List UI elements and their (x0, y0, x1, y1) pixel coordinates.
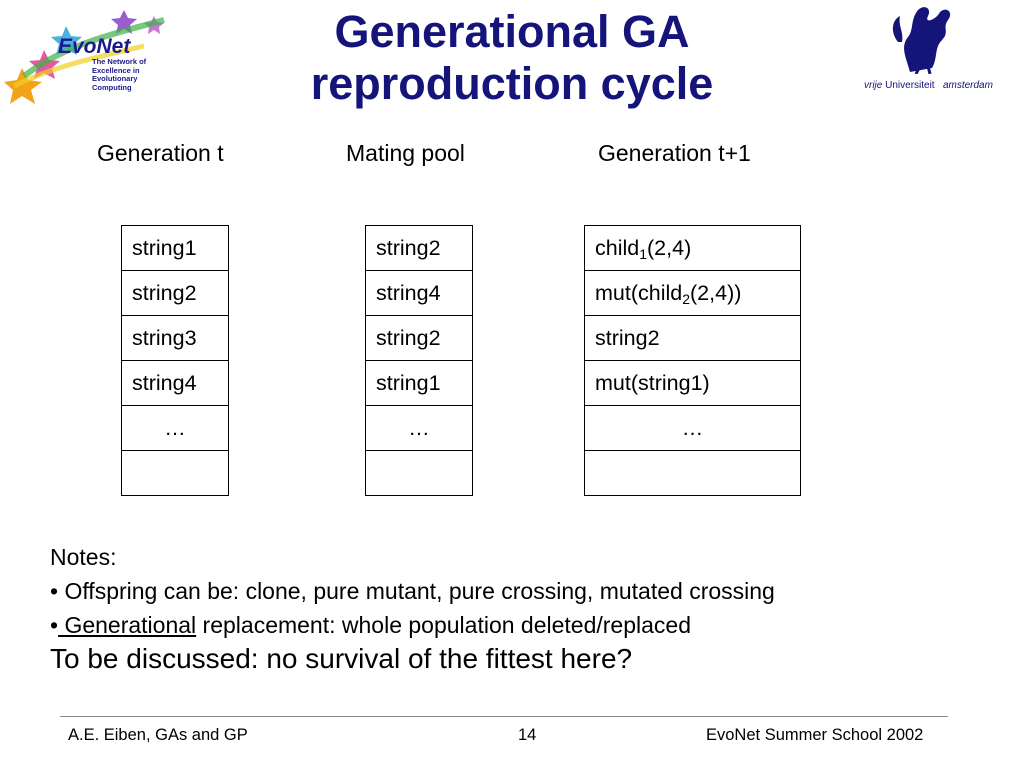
header-generation-t1: Generation t+1 (598, 140, 751, 166)
discussion-question: To be discussed: no survival of the fittest here? (50, 643, 633, 674)
table-cell: string2 (366, 316, 473, 361)
table-cell: child$_1$(2,4) (585, 226, 801, 271)
table-cell: … (122, 406, 229, 451)
header-generation-t: Generation t (97, 140, 224, 166)
table-cell-empty (585, 451, 801, 496)
table-cell: … (585, 406, 801, 451)
table-cell-empty (366, 451, 473, 496)
table-cell: string4 (366, 271, 473, 316)
table-cell: string3 (122, 316, 229, 361)
evonet-logo-tagline: The Network of Excellence in Evolutionary Computing (92, 57, 147, 92)
title-line-2: reproduction cycle (310, 58, 714, 109)
footer-page-number: 14 (518, 726, 537, 744)
vu-logo-text: vrije Universiteit amsterdam (864, 80, 993, 91)
title-line-1: Generational GA (334, 6, 690, 57)
table-cell: mut(child$_2$(2,4)) (585, 271, 801, 316)
generation-t-table (121, 225, 229, 496)
table-cell: string1 (366, 361, 473, 406)
notes-bullet-1: • Offspring can be: clone, pure mutant, pure crossing, mutated crossing (50, 578, 775, 604)
table-cell: mut(string1) (585, 361, 801, 406)
footer-author: A.E. Eiben, GAs and GP (68, 726, 248, 744)
header-mating-pool: Mating pool (346, 140, 465, 166)
table-cell: string2 (122, 271, 229, 316)
footer-event: EvoNet Summer School 2002 (706, 726, 924, 744)
evonet-logo-name: EvoNet (58, 35, 131, 58)
table-cell: string2 (585, 316, 801, 361)
table-cell: string4 (122, 361, 229, 406)
table-cell: … (366, 406, 473, 451)
vu-griffin-logo (880, 2, 960, 74)
generation-t1-table (584, 225, 801, 496)
mating-pool-table (365, 225, 473, 496)
table-cell-empty (122, 451, 229, 496)
table-cell: string2 (366, 226, 473, 271)
notes-bullet-2: • Generational replacement: whole population deleted/replaced (50, 612, 691, 638)
slide-title (200, 6, 824, 110)
footer-divider (60, 716, 948, 717)
notes-heading: Notes: (50, 544, 117, 570)
notes-block (50, 540, 775, 642)
table-cell: string1 (122, 226, 229, 271)
